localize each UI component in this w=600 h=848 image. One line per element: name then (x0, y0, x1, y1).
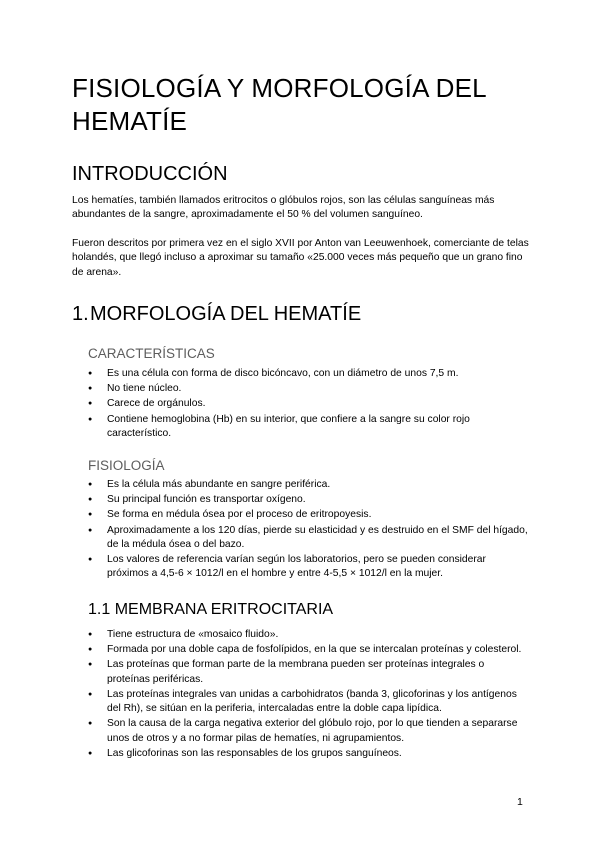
intro-heading: INTRODUCCIÓN (72, 163, 228, 185)
list-item: ● Se forma en médula ósea por el proceso de eritropoyesis. (88, 508, 528, 522)
list-item: ● Son la causa de la carga negativa exterior del glóbulo rojo, por lo que tienden a separarse unos de otros y a no formar pilas de hematíes, ni agrupamientos. (88, 717, 528, 746)
list-item: ● Los valores de referencia varían según los laboratorios, pero se pueden considerar próximos a 4,5-6 × 1012/l en el hombre y entre 4-5,5 × 1012/l en la mujer. (88, 553, 528, 582)
intro-paragraph-1: Los hematíes, también llamados eritrocitos o glóbulos rojos, son las células sanguíneas más abundantes de la sangre, aproximadamente el 50 % del volumen sanguíneo. (72, 195, 495, 221)
document-title: FISIOLOGÍA Y MORFOLOGÍA DEL HEMATÍE (72, 73, 486, 136)
section-1-title: MORFOLOGÍA DEL HEMATÍE (90, 303, 362, 325)
section-1-heading (72, 302, 361, 326)
caracteristicas-list (88, 367, 528, 442)
membrana-list (88, 628, 528, 762)
list-item: ● No tiene núcleo. (88, 382, 528, 396)
page-number: 1 (517, 796, 523, 808)
list-item: ● Es una célula con forma de disco bicóncavo, con un diámetro de unos 7,5 m. (88, 367, 528, 381)
list-item: ● Aproximadamente a los 120 días, pierde su elasticidad y es destruido en el SMF del hígado, de la médula ósea o del bazo. (88, 524, 528, 553)
list-item: ● Las proteínas integrales van unidas a carbohidratos (banda 3, glicoforinas y los antígenos del Rh), se sitúan en la periferia, intercaladas entre la doble capa lipídica. (88, 688, 528, 717)
list-item: ● Carece de orgánulos. (88, 397, 528, 411)
list-item: ● Su principal función es transportar oxígeno. (88, 493, 528, 507)
list-item: ● Las glicoforinas son las responsables de los grupos sanguíneos. (88, 747, 528, 761)
fisiologia-list (88, 478, 528, 583)
list-item: ● Tiene estructura de «mosaico fluido». (88, 628, 528, 642)
list-item: ● Las proteínas que forman parte de la membrana pueden ser proteínas integrales o proteínas periféricas. (88, 658, 528, 687)
list-item: ● Contiene hemoglobina (Hb) en su interior, que confiere a la sangre su color rojo característico. (88, 413, 528, 442)
caracteristicas-heading: CARACTERÍSTICAS (88, 346, 215, 361)
list-item: ● Es la célula más abundante en sangre periférica. (88, 478, 528, 492)
list-item: ● Formada por una doble capa de fosfolípidos, en la que se intercalan proteínas y colesterol. (88, 643, 528, 657)
section-1-number: 1. (72, 303, 89, 325)
intro-paragraph-2: Fueron descritos por primera vez en el siglo XVII por Anton van Leeuwenhoek, comerciante de telas holandés, que llegó incluso a aproximar su tamaño «25.000 veces más pequeño que un grano fino de arena». (72, 238, 529, 278)
membrana-heading: 1.1 MEMBRANA ERITROCITARIA (88, 601, 334, 618)
fisiologia-heading: FISIOLOGÍA (88, 458, 165, 473)
